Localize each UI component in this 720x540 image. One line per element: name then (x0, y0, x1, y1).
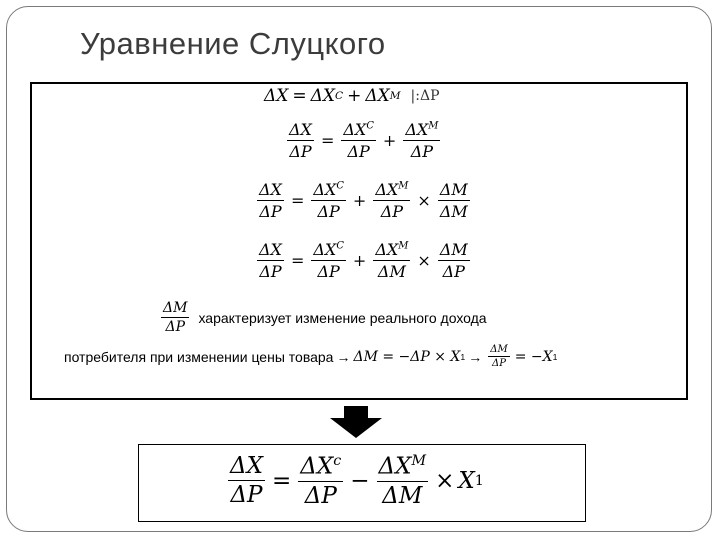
result-b-num: ΔX (378, 453, 412, 480)
result-fraction-a (298, 453, 343, 509)
result-b-den: ΔM (382, 482, 423, 509)
eq2-a-sup: C (366, 120, 374, 132)
eq1-lhs: ΔX (264, 86, 289, 106)
eq4-equals: = (290, 251, 305, 270)
note-text-2: потребителя при изменении цены товара (64, 348, 334, 365)
eq1-plus: + (347, 86, 362, 106)
eq4-b-den: ΔM (377, 262, 406, 281)
equation-4 (254, 240, 473, 281)
eq4-a-den: ΔP (317, 262, 340, 281)
eq4-lhs-fraction (257, 240, 284, 281)
note-expr-2: = −X (514, 348, 553, 365)
result-a-sup: c (333, 453, 342, 469)
eq4-times: × (417, 251, 431, 270)
eq2-b-den: ΔP (410, 142, 434, 161)
eq3-fraction-c (438, 180, 470, 221)
eq3-c-den: ΔM (439, 202, 468, 221)
eq1-divider: |:ΔP (410, 88, 440, 104)
result-times: × (435, 467, 455, 494)
eq2-fraction-a (341, 120, 376, 161)
result-equation (225, 453, 484, 509)
result-x-sub: 1 (474, 472, 484, 489)
eq1-term2: ΔX (365, 86, 390, 106)
eq2-b-sup: M (428, 120, 439, 132)
eq2-lhs-num: ΔX (289, 120, 312, 139)
equation-1 (264, 86, 440, 106)
eq2-a-num: ΔX (343, 120, 367, 139)
eq2-b-num: ΔX (405, 120, 429, 139)
eq3-b-sup: M (398, 180, 409, 192)
eq4-c-den: ΔP (442, 262, 465, 281)
eq3-b-num: ΔX (375, 180, 399, 199)
down-arrow-icon (328, 404, 384, 440)
note-expr-2-sub: 1 (552, 351, 558, 362)
eq2-lhs-den: ΔP (289, 142, 312, 161)
eq3-lhs-den: ΔP (259, 202, 282, 221)
note-small-num: ΔM (490, 344, 508, 355)
result-fraction-b (377, 453, 429, 509)
eq3-fraction-b (373, 180, 410, 221)
eq3-plus: + (352, 191, 367, 210)
result-lhs-den: ΔP (230, 482, 263, 509)
eq2-fraction-b (403, 120, 440, 161)
eq2-lhs-fraction (287, 120, 314, 161)
eq4-c-num: ΔM (439, 240, 468, 259)
note-frac-num: ΔM (163, 300, 188, 316)
note-fraction (161, 300, 189, 335)
eq3-c-num: ΔM (439, 180, 468, 199)
eq4-fraction-c (438, 240, 470, 281)
result-x: X (458, 467, 475, 494)
eq4-fraction-b (373, 240, 410, 281)
note-small-fraction (488, 344, 509, 369)
eq2-equals: = (320, 131, 335, 150)
result-lhs-num: ΔX (230, 453, 263, 480)
eq3-times: × (417, 191, 431, 210)
result-box (138, 444, 586, 522)
eq3-fraction-a (311, 180, 346, 221)
equation-3 (254, 180, 473, 221)
eq4-plus: + (352, 251, 367, 270)
eq1-term1-sup: C (335, 90, 344, 102)
eq3-lhs-fraction (257, 180, 284, 221)
note-line-1 (158, 300, 487, 335)
eq1-term1: ΔX (310, 86, 336, 106)
note-arrow-2: → (468, 348, 483, 365)
derivation-panel (30, 82, 688, 400)
slide-title: Уравнение Слуцкого (80, 26, 386, 61)
eq3-a-den: ΔP (317, 202, 340, 221)
eq3-b-den: ΔP (380, 202, 404, 221)
note-expr-1: ΔM = −ΔP × X (353, 348, 461, 365)
eq2-a-den: ΔP (347, 142, 370, 161)
eq4-b-num: ΔX (375, 240, 399, 259)
eq4-fraction-a (311, 240, 346, 281)
note-line-2 (64, 344, 557, 369)
eq4-a-num: ΔX (313, 240, 337, 259)
eq4-lhs-den: ΔP (259, 262, 282, 281)
note-frac-den: ΔP (165, 319, 185, 335)
result-lhs-fraction (228, 453, 265, 508)
eq4-b-sup: M (398, 240, 409, 252)
result-b-sup: M (411, 453, 427, 469)
eq3-a-sup: C (336, 180, 344, 192)
note-text-1: характеризует изменение реального дохода (198, 309, 487, 326)
eq4-a-sup: C (336, 240, 344, 252)
eq3-a-num: ΔX (313, 180, 337, 199)
eq4-lhs-num: ΔX (259, 240, 282, 259)
result-minus: − (350, 467, 370, 494)
note-arrow-1: → (336, 348, 351, 365)
eq1-term2-sup: M (389, 90, 401, 102)
note-small-den: ΔP (491, 358, 506, 369)
result-equals: = (271, 467, 292, 494)
equation-2 (284, 120, 443, 161)
eq3-equals: = (290, 191, 305, 210)
result-a-den: ΔP (304, 482, 337, 509)
eq2-plus: + (382, 131, 397, 150)
note-expr-1-sub: 1 (460, 351, 466, 362)
eq3-lhs-num: ΔX (259, 180, 282, 199)
eq1-equals: = (292, 86, 307, 106)
result-a-num: ΔX (300, 453, 334, 480)
